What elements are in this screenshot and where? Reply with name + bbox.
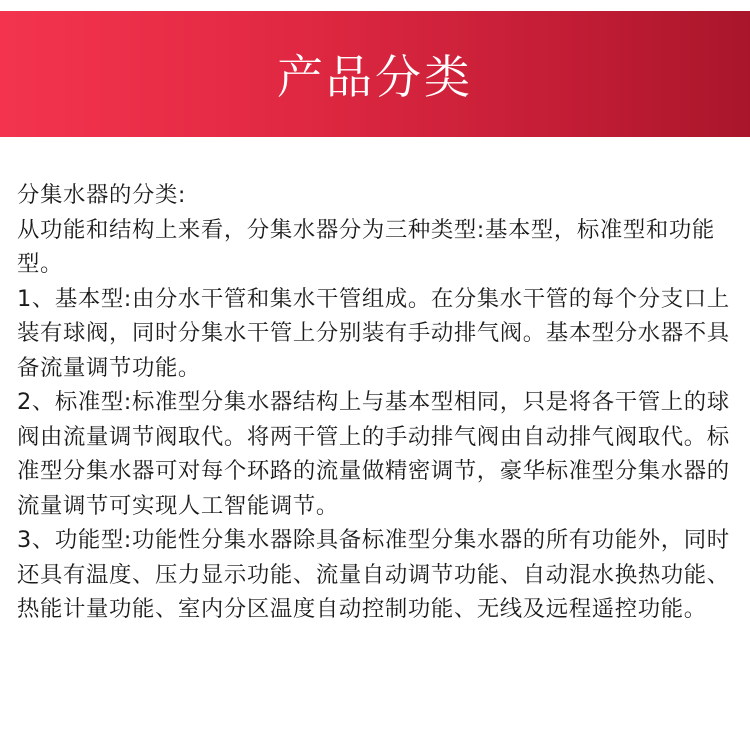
intro-paragraph: 从功能和结构上来看，分集水器分为三种类型:基本型，标准型和功能型。 (17, 216, 715, 277)
page-title: 产品分类 (277, 50, 473, 104)
section-heading: 分集水器的分类: (17, 182, 187, 208)
article-body (17, 178, 743, 627)
functional-type-paragraph: 3、功能型:功能性分集水器除具备标准型分集水器的所有功能外，同时还具有温度、压力显示功能、流量自动调节功能、自动混水换热功能、热能计量功能、室内分区温度自动控制功能、无线及远程遥控功能。 (17, 527, 730, 622)
standard-type-paragraph: 2、标准型:标准型分集水器结构上与基本型相同，只是将各干管上的球阀由流量调节阀取代。将两干管上的手动排气阀由自动排气阀取代。标准型分集水器可对每个环路的流量做精密调节，豪华标准型分集水器的流量调节可实现人工智能调节。 (17, 389, 730, 519)
header-banner (0, 11, 750, 137)
basic-type-paragraph: 1、基本型:由分水干管和集水干管组成。在分集水干管的每个分支口上装有球阀，同时分集水干管上分别装有手动排气阀。基本型分水器不具备流量调节功能。 (17, 285, 730, 381)
